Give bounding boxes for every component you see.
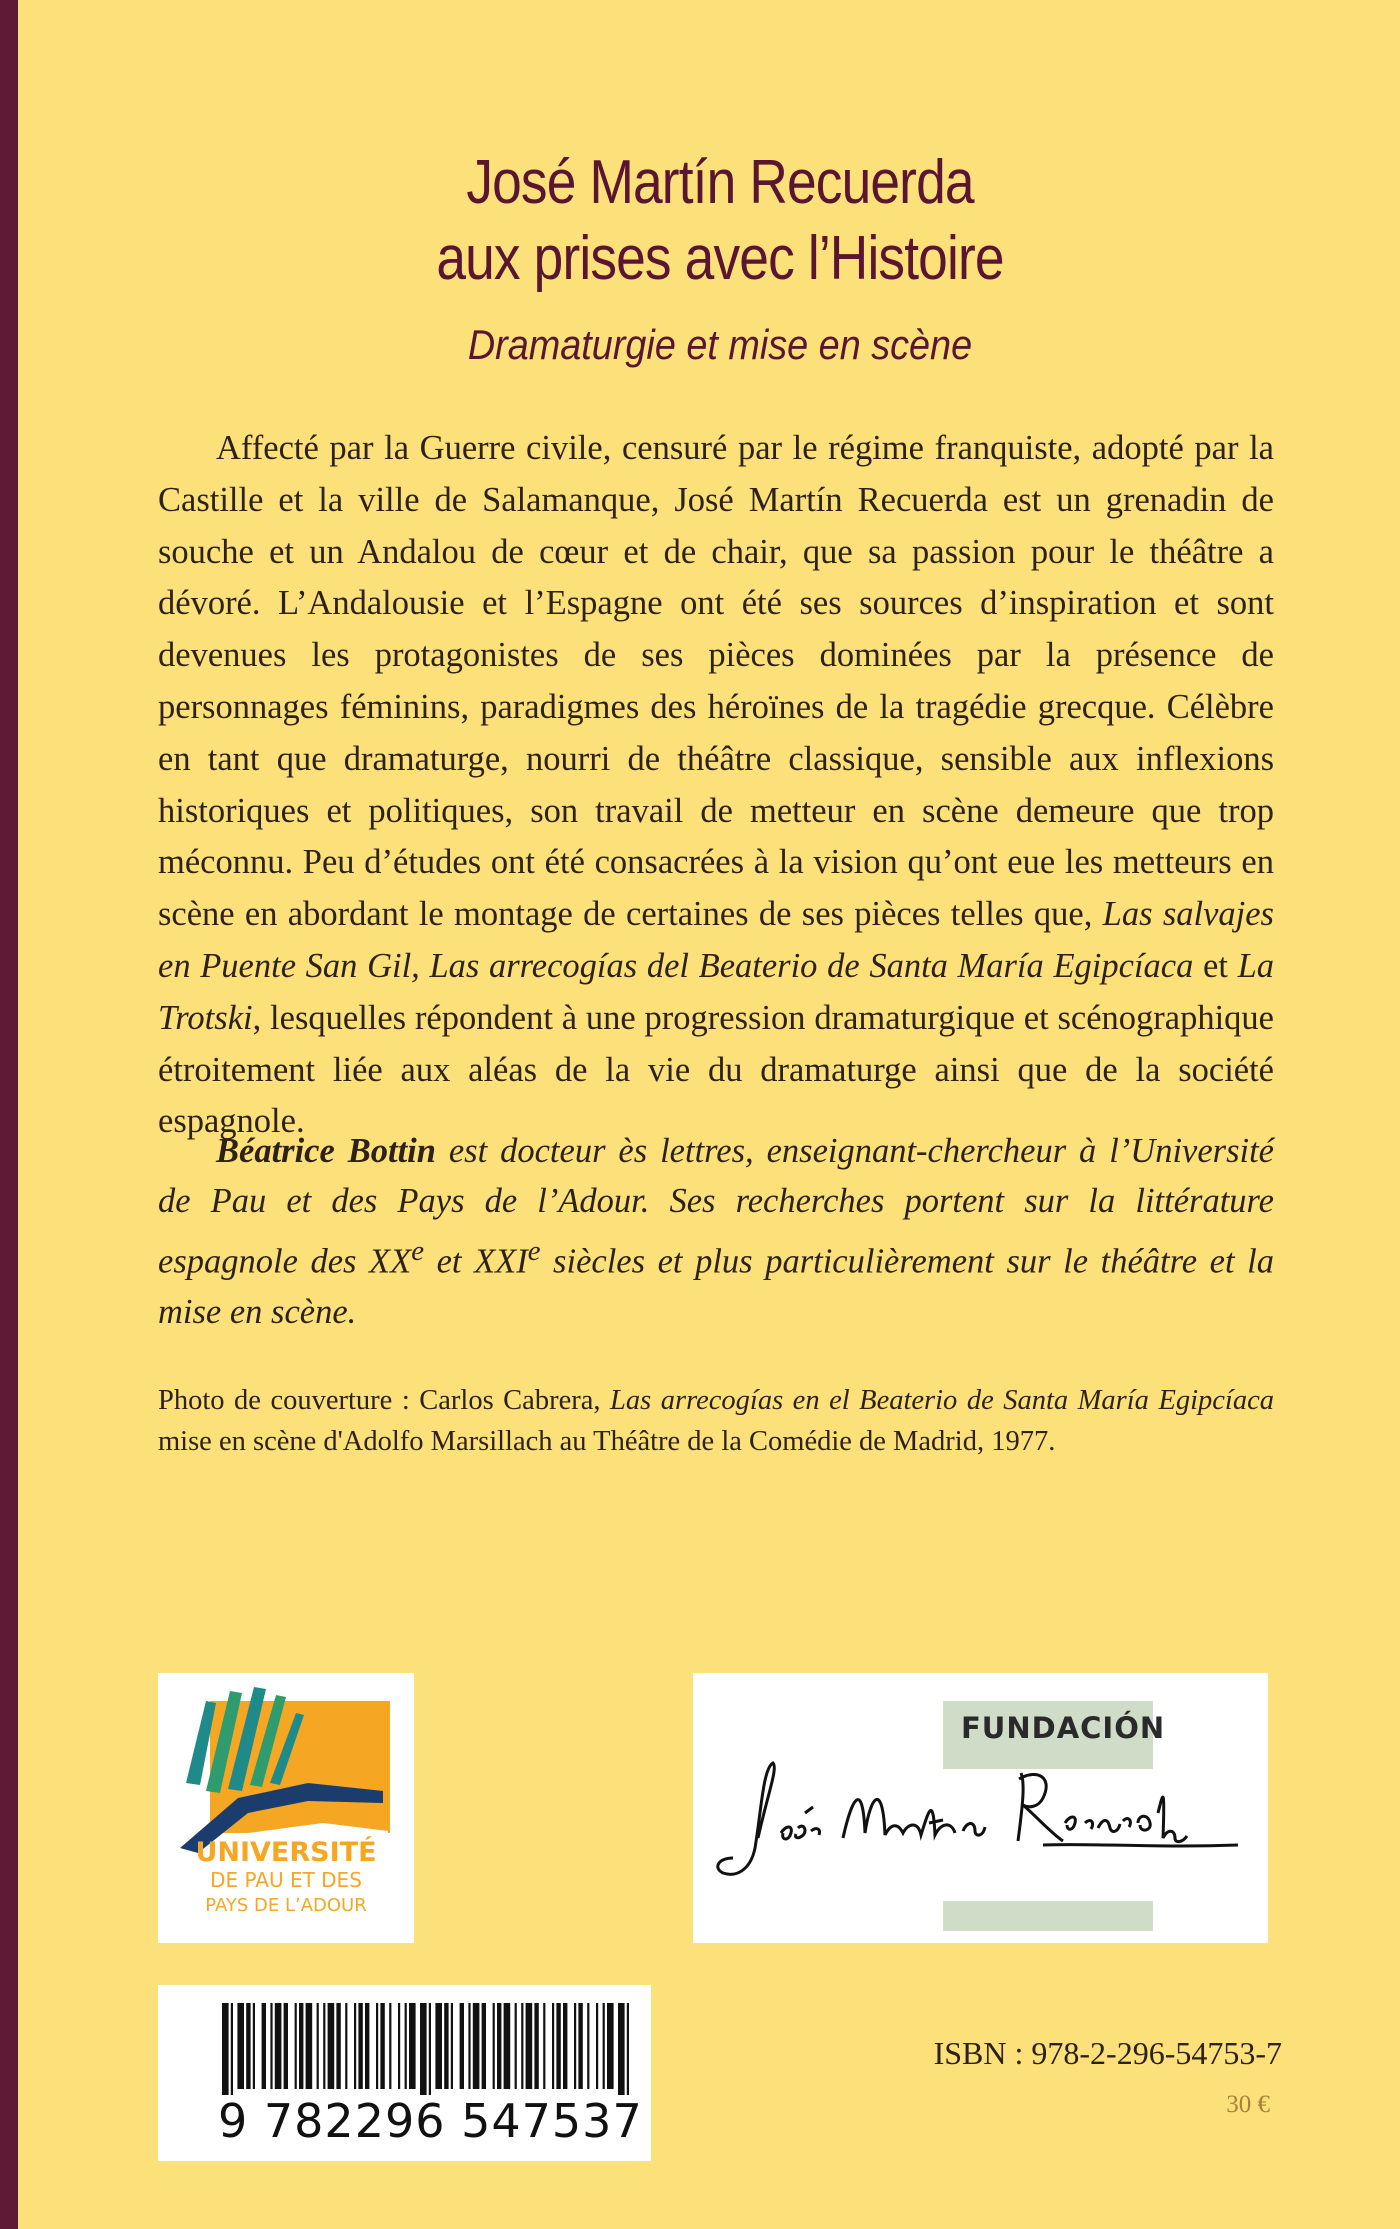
barcode-bars [158, 1985, 651, 2095]
barcode-bar [323, 2003, 325, 2089]
barcode-bar [409, 2003, 416, 2089]
barcode-bar [587, 2003, 589, 2089]
barcode-bar [306, 2003, 313, 2089]
barcode-bar [552, 2003, 554, 2089]
barcode-bar [284, 2003, 288, 2089]
isbn-text: ISBN : 978-2-296-54753-7 [933, 2035, 1282, 2071]
barcode-bar [578, 2003, 582, 2089]
title-line-1: José Martín Recuerda [466, 148, 974, 217]
summary-paragraph [158, 423, 1274, 1148]
barcode-bar [460, 2003, 464, 2089]
university-logo [158, 1673, 414, 1943]
barcode-bar [270, 2003, 272, 2089]
university-name-line1: UNIVERSITÉ [195, 1837, 377, 1868]
bio-sup-1: e [411, 1235, 424, 1267]
bio-text-2: et XXI [423, 1242, 528, 1281]
barcode-bar [253, 2003, 255, 2089]
barcode-bar [563, 2003, 567, 2089]
barcode-bar [429, 2003, 431, 2095]
barcode-bar [504, 2003, 511, 2089]
barcode-bar [574, 2003, 576, 2089]
barcode-bar [358, 2003, 362, 2089]
barcode-bar [380, 2003, 384, 2089]
university-logo-graphic [158, 1673, 414, 1943]
barcode-bar [468, 2003, 470, 2089]
photo-credit [158, 1380, 1274, 1462]
barcode-bar [389, 2003, 391, 2089]
barcode-bar [596, 2003, 598, 2089]
fundacion-logo [693, 1673, 1268, 1943]
barcode-bar [299, 2003, 303, 2089]
barcode-bar [246, 2003, 250, 2089]
barcode-bar [618, 2003, 625, 2095]
barcode-digits: 9 782296 547537 [218, 2094, 643, 2148]
book-header [140, 145, 1300, 369]
barcode-bar [231, 2003, 233, 2095]
credit-prefix: Photo de couverture : Carlos Cabrera, [158, 1385, 611, 1416]
bio-text-1: est docteur ès lettres, enseignant-chercheur à l’Université de Pau et des Pays de l’Adour. Ses recherches portent sur la littérature espagnole des XX [158, 1132, 1274, 1281]
barcode-bar [493, 2003, 495, 2089]
barcode-bar [398, 2003, 400, 2089]
author-bio [158, 1126, 1274, 1337]
barcode-bar [345, 2003, 347, 2089]
fundacion-signature-text: José Martín Recuerda [693, 1673, 702, 1674]
university-name-line2: DE PAU ET DES [210, 1868, 362, 1892]
barcode-bar [275, 2003, 282, 2089]
price-text: 30 € [1226, 2091, 1270, 2118]
author-name: Béatrice Bottin [216, 1132, 436, 1170]
barcode-bar [515, 2003, 517, 2089]
barcode-bar [451, 2003, 453, 2089]
barcode-bar [473, 2003, 480, 2089]
barcode-bar [405, 2003, 407, 2089]
fundacion-word: FUNDACIÓN [943, 1701, 1153, 1769]
barcode-bar [444, 2003, 448, 2089]
summary-play-title-trotski: La Trotski [158, 946, 1274, 1037]
barcode-bar [543, 2003, 545, 2089]
barcode-bar [627, 2003, 629, 2095]
barcode-bar [607, 2003, 614, 2089]
barcode-bar [603, 2003, 605, 2089]
barcode [158, 1985, 651, 2161]
barcode-bar [295, 2003, 297, 2089]
bio-text-3: siècles et plus particulièrement sur le théâtre et la mise en scène. [158, 1242, 1274, 1331]
barcode-bar [497, 2003, 501, 2089]
barcode-bar [420, 2003, 427, 2095]
barcode-bar [534, 2003, 538, 2089]
barcode-bar [482, 2003, 486, 2089]
credit-photo-title: Las arrecogías en el Beaterio de Santa María Egipcíaca [610, 1385, 1274, 1416]
barcode-bar [376, 2003, 378, 2089]
barcode-bar [237, 2003, 244, 2089]
barcode-bar [317, 2003, 319, 2089]
book-spine [0, 0, 18, 2229]
barcode-bar [365, 2003, 369, 2089]
barcode-bar [328, 2003, 335, 2089]
barcode-bar [526, 2003, 533, 2089]
university-name-line3: PAYS DE L’ADOUR [205, 1895, 367, 1916]
title-line-2: aux prises avec l’Histoire [436, 224, 1004, 293]
summary-play-titles: Las salvajes en Puente San Gil, Las arrecogías del Beaterio de Santa María Egipcíaca [158, 895, 1274, 985]
credit-suffix: mise en scène d'Adolfo Marsillach au Théâtre de la Comédie de Madrid, 1977. [158, 1426, 1056, 1457]
summary-text-3: , lesquelles répondent à une progression dramaturgique et scénographique étroitement liée aux aléas de la vie du dramaturge ainsi que de la société espagnole. [158, 998, 1274, 1141]
barcode-bar [435, 2003, 442, 2089]
summary-text-2: et [1193, 946, 1238, 985]
barcode-bar [262, 2003, 266, 2089]
barcode-bar [354, 2003, 356, 2089]
barcode-bar [222, 2003, 229, 2095]
barcode-bar [556, 2003, 560, 2089]
barcode-bar [336, 2003, 340, 2089]
bio-sup-2: e [527, 1235, 541, 1267]
book-subtitle: Dramaturgie et mise en scène [467, 321, 973, 368]
summary-text-1: Affecté par la Guerre civile, censuré par le régime franquiste, adopté par la Castille et la ville de Salamanque, José Martín Recuerda est un grenadin de souche et un Andalou de cœur et de chair, que sa passion pour le théâtre a dévoré. L’Andalousie et l’Espagne ont été ses sources d’inspiration et sont devenues les protagonistes de ses pièces dominées par la présence de personnages féminins, paradigmes des héroïnes de la tragédie grecque. Célèbre en tant que dramaturge, nourri de théâtre classique, sensible aux inflexions historiques et politiques, son travail de metteur en scène demeure que trop méconnu. Peu d’études ont été consacrées à la vision qu’ont eue les metteurs en scène en abordant le montage de certaines de ses pièces telles que, [158, 429, 1274, 934]
barcode-bar [521, 2003, 523, 2089]
fundacion-bar [943, 1901, 1153, 1931]
